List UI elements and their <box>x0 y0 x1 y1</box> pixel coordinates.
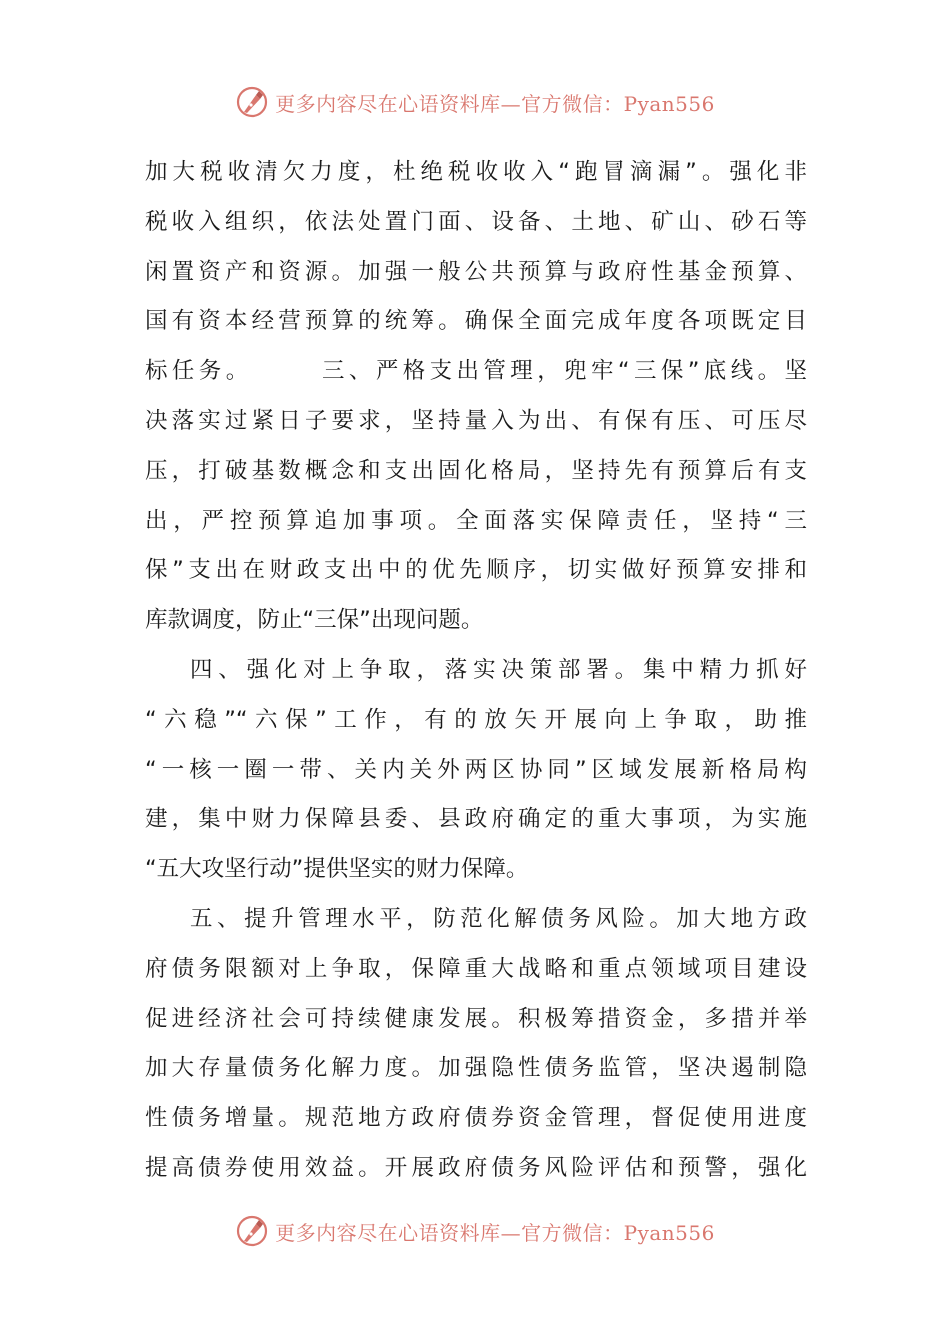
text-line: 五、提升管理水平，防范化解债务风险。加大地方政 <box>190 905 807 932</box>
pen-nib-logo-icon <box>235 85 269 119</box>
banner-text: 更多内容尽在心语资料库—官方微信：Pyan556 <box>275 1220 715 1245</box>
header-banner <box>0 82 950 122</box>
text-line: 加大税收清欠力度，杜绝税收收入“跑冒滴漏”。强化非 <box>145 159 807 185</box>
text-line: 加大存量债务化解力度。加强隐性债务监管，坚决遏制隐 <box>145 1055 807 1082</box>
text-line: 标任务。 三、严格支出管理，兜牢“三保”底线。坚 <box>145 358 807 385</box>
text-line: 性债务增量。规范地方政府债券资金管理，督促使用进度 <box>145 1105 807 1132</box>
pen-nib-logo-icon <box>235 1214 269 1248</box>
text-line: 国有资本经营预算的统筹。确保全面完成年度各项既定目 <box>145 308 807 335</box>
document-body <box>145 148 807 1194</box>
text-line: “六稳”“六保”工作，有的放矢开展向上争取，助推 <box>145 706 807 733</box>
text-line: 四、强化对上争取，落实决策部署。集中精力抓好 <box>190 656 807 683</box>
text-line: 促进经济社会可持续健康发展。积极筹措资金，多措并举 <box>145 1005 807 1032</box>
text-line: 出，严控预算追加事项。全面落实保障责任，坚持“三 <box>145 507 807 534</box>
text-line: 闲置资产和资源。加强一般公共预算与政府性基金预算、 <box>145 258 807 285</box>
text-line: 压，打破基数概念和支出固化格局，坚持先有预算后有支 <box>145 457 807 484</box>
text-line: 库款调度，防止“三保”出现问题。 <box>145 607 484 634</box>
text-line: 决落实过紧日子要求，坚持量入为出、有保有压、可压尽 <box>145 407 807 434</box>
text-line: 保”支出在财政支出中的优先顺序，切实做好预算安排和 <box>145 557 807 584</box>
footer-banner <box>0 1211 950 1251</box>
text-line: 税收入组织，依法处置门面、设备、土地、矿山、砂石等 <box>145 208 807 235</box>
text-line: “五大攻坚行动”提供坚实的财力保障。 <box>145 856 529 883</box>
text-line: 府债务限额对上争取，保障重大战略和重点领域项目建设 <box>145 955 807 982</box>
text-line: “一核一圈一带、关内关外两区协同”区域发展新格局构 <box>145 756 807 783</box>
banner-text: 更多内容尽在心语资料库—官方微信：Pyan556 <box>275 91 715 116</box>
text-line: 提高债券使用效益。开展政府债务风险评估和预警，强化 <box>145 1154 807 1181</box>
text-line: 建，集中财力保障县委、县政府确定的重大事项，为实施 <box>145 806 807 833</box>
